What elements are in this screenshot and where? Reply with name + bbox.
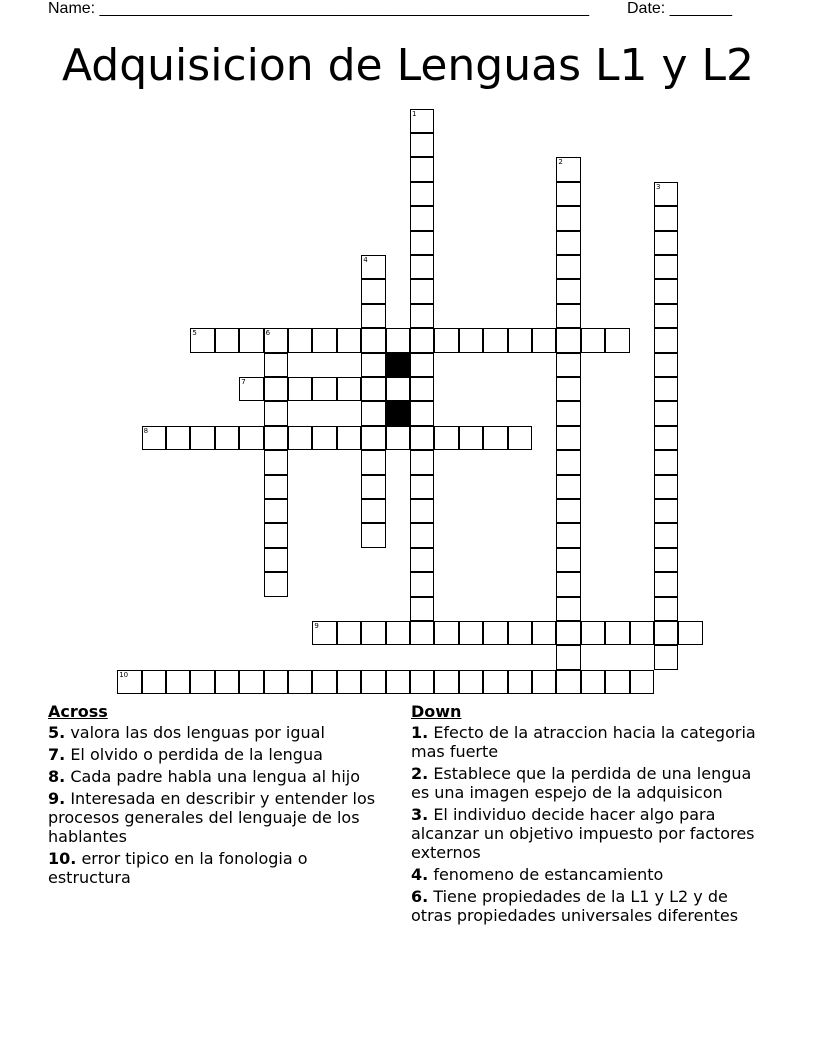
grid-cell[interactable] [215, 426, 239, 450]
grid-cell[interactable] [654, 597, 678, 621]
grid-cell[interactable] [483, 621, 507, 645]
grid-cell[interactable] [410, 621, 434, 645]
grid-cell[interactable] [410, 475, 434, 499]
grid-cell[interactable] [410, 377, 434, 401]
grid-cell[interactable] [654, 426, 678, 450]
grid-cell[interactable] [337, 328, 361, 352]
grid-cell[interactable] [410, 426, 434, 450]
grid-cell[interactable] [459, 328, 483, 352]
grid-cell[interactable] [678, 621, 702, 645]
clue-across-7: 7. El olvido o perdida de la lengua [48, 745, 323, 764]
grid-cell[interactable] [654, 206, 678, 230]
grid-cell[interactable] [556, 353, 580, 377]
grid-cell[interactable] [337, 377, 361, 401]
grid-cell[interactable] [654, 572, 678, 596]
grid-cell[interactable] [361, 670, 385, 694]
grid-cell[interactable] [459, 426, 483, 450]
grid-cell[interactable] [605, 621, 629, 645]
grid-cell[interactable] [288, 426, 312, 450]
grid-cell[interactable] [264, 670, 288, 694]
grid-cell[interactable] [410, 401, 434, 425]
grid-cell[interactable] [312, 670, 336, 694]
grid-cell[interactable] [288, 328, 312, 352]
grid-cell[interactable] [142, 426, 166, 450]
grid-cell[interactable] [410, 548, 434, 572]
grid-cell[interactable] [556, 157, 580, 181]
grid-cell[interactable] [361, 255, 385, 279]
grid-cell[interactable] [508, 328, 532, 352]
grid-cell[interactable] [190, 670, 214, 694]
grid-cell[interactable] [361, 279, 385, 303]
blocked-cell [386, 401, 410, 425]
grid-cell[interactable] [410, 255, 434, 279]
grid-cell[interactable] [166, 426, 190, 450]
date-field-label: Date: _______ [627, 0, 732, 17]
grid-cell[interactable] [654, 304, 678, 328]
grid-cell[interactable] [556, 499, 580, 523]
grid-cell[interactable] [654, 475, 678, 499]
grid-cell[interactable] [508, 670, 532, 694]
grid-cell[interactable] [654, 499, 678, 523]
grid-cell[interactable] [239, 426, 263, 450]
grid-cell[interactable] [556, 206, 580, 230]
grid-cell[interactable] [386, 426, 410, 450]
cell-number: 3 [656, 182, 661, 191]
grid-cell[interactable] [434, 670, 458, 694]
grid-cell[interactable] [556, 450, 580, 474]
grid-cell[interactable] [483, 426, 507, 450]
grid-cell[interactable] [239, 670, 263, 694]
cell-number: 7 [241, 378, 246, 386]
grid-cell[interactable] [459, 670, 483, 694]
grid-cell[interactable] [288, 377, 312, 401]
grid-cell[interactable] [288, 670, 312, 694]
grid-cell[interactable] [264, 548, 288, 572]
grid-cell[interactable] [239, 328, 263, 352]
grid-cell[interactable] [654, 401, 678, 425]
grid-cell[interactable] [410, 450, 434, 474]
grid-cell[interactable] [361, 426, 385, 450]
across-heading: Across [48, 702, 108, 721]
grid-cell[interactable] [410, 328, 434, 352]
grid-cell[interactable] [410, 353, 434, 377]
across-clues [48, 702, 388, 890]
grid-cell[interactable] [508, 621, 532, 645]
grid-cell[interactable] [532, 328, 556, 352]
cell-number: 5 [192, 329, 197, 338]
grid-cell[interactable] [264, 353, 288, 377]
cell-number: 9 [314, 622, 319, 630]
grid-cell[interactable] [556, 670, 580, 694]
grid-cell[interactable] [654, 645, 678, 669]
grid-cell[interactable] [410, 206, 434, 230]
grid-cell[interactable] [556, 523, 580, 547]
grid-cell[interactable] [337, 621, 361, 645]
grid-cell[interactable] [556, 255, 580, 279]
clue-across-9: 9. Interesada en describir y entender los procesos generales del lenguaje de los hablantes [48, 789, 376, 846]
cell-number: 1 [412, 109, 417, 118]
grid-cell[interactable] [434, 328, 458, 352]
grid-cell[interactable] [410, 304, 434, 328]
page-title: Adquisicion de Lenguas L1 y L2 [61, 40, 755, 91]
grid-cell[interactable] [556, 475, 580, 499]
grid-cell[interactable] [410, 499, 434, 523]
grid-cell[interactable] [410, 157, 434, 181]
grid-cell[interactable] [581, 670, 605, 694]
grid-cell[interactable] [361, 475, 385, 499]
grid-cell[interactable] [654, 279, 678, 303]
grid-cell[interactable] [312, 426, 336, 450]
grid-cell[interactable] [264, 377, 288, 401]
grid-cell[interactable] [410, 523, 434, 547]
grid-cell[interactable] [386, 670, 410, 694]
grid-cell[interactable] [142, 670, 166, 694]
grid-cell[interactable] [556, 279, 580, 303]
grid-cell[interactable] [337, 426, 361, 450]
grid-cell[interactable] [410, 182, 434, 206]
clue-across-5: 5. valora las dos lenguas por igual [48, 723, 325, 742]
grid-cell[interactable] [605, 670, 629, 694]
grid-cell[interactable] [483, 670, 507, 694]
cell-number: 6 [265, 329, 271, 338]
grid-cell[interactable] [361, 304, 385, 328]
grid-cell[interactable] [361, 401, 385, 425]
grid-cell[interactable] [410, 279, 434, 303]
clue-down-2: 2. Establece que la perdida de una lengua es una imagen espejo de la adquisicon [411, 764, 752, 802]
grid-cell[interactable] [581, 328, 605, 352]
grid-cell[interactable] [556, 548, 580, 572]
grid-cell[interactable] [361, 328, 385, 352]
clue-across-8: 8. Cada padre habla una lengua al hijo [48, 767, 360, 786]
grid-cell[interactable] [654, 377, 678, 401]
grid-cell[interactable] [361, 377, 385, 401]
clue-down-1: 1. Efecto de la atraccion hacia la categoria mas fuerte [411, 723, 756, 761]
grid-cell[interactable] [654, 353, 678, 377]
grid-cell[interactable] [166, 670, 190, 694]
clue-across-10: 10. error tipico en la fonologia o estructura [48, 849, 308, 887]
grid-cell[interactable] [264, 401, 288, 425]
grid-cell[interactable] [410, 572, 434, 596]
grid-cell[interactable] [556, 621, 580, 645]
grid-cell[interactable] [215, 670, 239, 694]
grid-cell[interactable] [630, 621, 654, 645]
grid-cell[interactable] [410, 231, 434, 255]
cell-number: 8 [143, 426, 149, 435]
grid-cell[interactable] [556, 426, 580, 450]
grid-cell[interactable] [508, 426, 532, 450]
grid-cell[interactable] [386, 621, 410, 645]
grid-cell[interactable] [361, 353, 385, 377]
grid-cell[interactable] [410, 597, 434, 621]
grid-cell[interactable] [556, 401, 580, 425]
grid-cell[interactable] [556, 304, 580, 328]
grid-cell[interactable] [264, 572, 288, 596]
grid-cell[interactable] [190, 426, 214, 450]
grid-cell[interactable] [556, 231, 580, 255]
grid-cell[interactable] [630, 670, 654, 694]
grid-cell[interactable] [410, 670, 434, 694]
grid-cell[interactable] [654, 450, 678, 474]
down-clues [411, 702, 766, 928]
grid-cell[interactable] [434, 621, 458, 645]
cell-number: 4 [363, 256, 368, 264]
grid-cell[interactable] [434, 426, 458, 450]
grid-cell[interactable] [239, 377, 263, 401]
grid-cell[interactable] [410, 133, 434, 157]
grid-cell[interactable] [581, 621, 605, 645]
cell-number: 2 [558, 158, 563, 167]
grid-cell[interactable] [654, 548, 678, 572]
grid-cell[interactable] [556, 328, 580, 352]
grid-cell[interactable] [264, 426, 288, 450]
grid-cell[interactable] [386, 328, 410, 352]
grid-cell[interactable] [654, 182, 678, 206]
grid-cell[interactable] [264, 328, 288, 352]
grid-cell[interactable] [117, 670, 141, 694]
grid-cell[interactable] [483, 328, 507, 352]
grid-cell[interactable] [410, 109, 434, 133]
clue-down-6: 6. Tiene propiedades de la L1 y L2 y de otras propiedades universales diferentes [411, 887, 739, 925]
name-field-label: Name: _______________________________________________________ [48, 0, 589, 17]
down-heading: Down [411, 702, 462, 721]
grid-cell[interactable] [654, 255, 678, 279]
blocked-cell [386, 353, 410, 377]
grid-cell[interactable] [361, 523, 385, 547]
cell-number: 10 [119, 670, 129, 679]
grid-cell[interactable] [264, 475, 288, 499]
grid-cell[interactable] [605, 328, 629, 352]
grid-cell[interactable] [532, 670, 556, 694]
grid-cell[interactable] [312, 377, 336, 401]
grid-cell[interactable] [654, 328, 678, 352]
grid-cell[interactable] [361, 450, 385, 474]
grid-cell[interactable] [556, 182, 580, 206]
grid-cell[interactable] [361, 621, 385, 645]
grid-cell[interactable] [654, 231, 678, 255]
grid-cell[interactable] [190, 328, 214, 352]
clue-down-3: 3. El individuo decide hacer algo para alcanzar un objetivo impuesto por factores externos [411, 805, 755, 862]
grid-cell[interactable] [556, 645, 580, 669]
grid-cell[interactable] [312, 328, 336, 352]
grid-cell[interactable] [361, 499, 385, 523]
grid-cell[interactable] [654, 621, 678, 645]
clue-down-4: 4. fenomeno de estancamiento [411, 865, 664, 884]
grid-cell[interactable] [264, 450, 288, 474]
grid-cell[interactable] [312, 621, 336, 645]
grid-cell[interactable] [337, 670, 361, 694]
grid-cell[interactable] [215, 328, 239, 352]
grid-cell[interactable] [556, 597, 580, 621]
grid-cell[interactable] [264, 523, 288, 547]
grid-cell[interactable] [264, 499, 288, 523]
grid-cell[interactable] [532, 621, 556, 645]
grid-cell[interactable] [459, 621, 483, 645]
grid-cell[interactable] [654, 523, 678, 547]
grid-cell[interactable] [556, 377, 580, 401]
grid-cell[interactable] [386, 377, 410, 401]
grid-cell[interactable] [556, 572, 580, 596]
